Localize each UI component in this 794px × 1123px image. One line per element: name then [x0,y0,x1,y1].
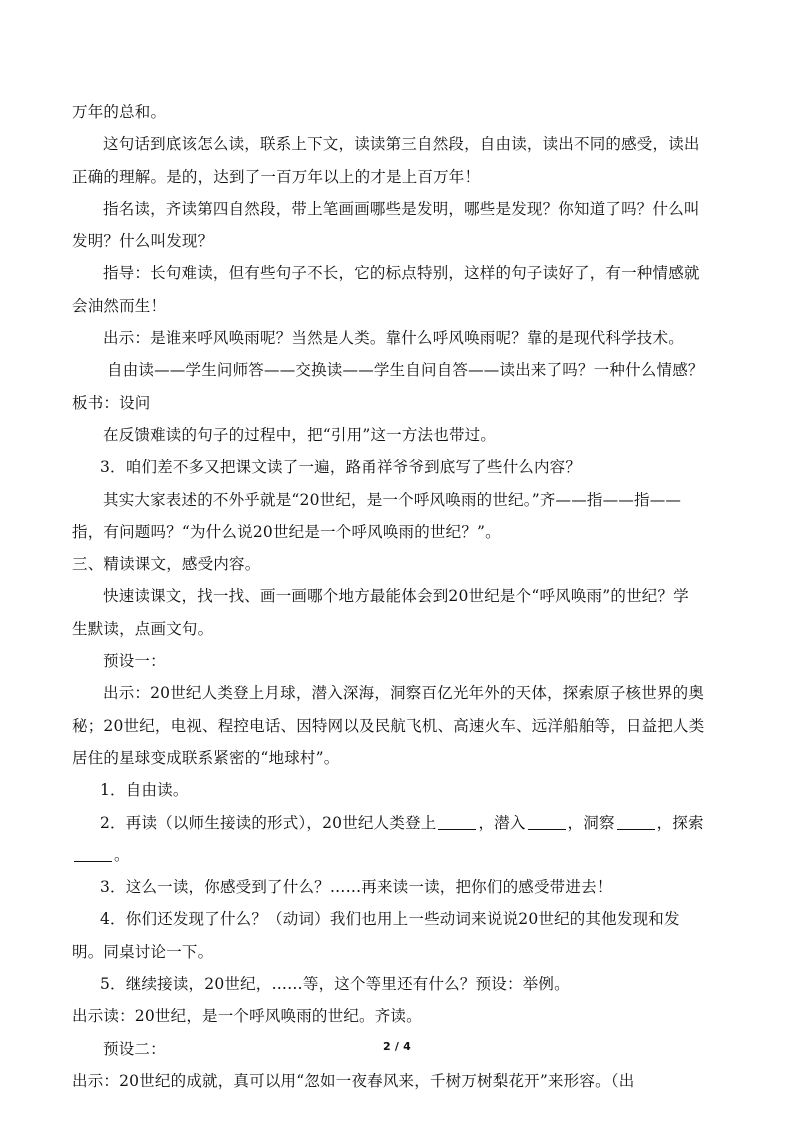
text-line: 万年的总和。 [72,103,167,121]
text-line: 在反馈难读的句子的过程中，把“引用”这一方法也带过。 [103,425,497,444]
text-line: 出示：是谁来呼风唤雨呢？当然是人类。靠什么呼风唤雨呢？靠的是现代科学技术。 [103,329,684,348]
text-line: 指导：长句难读，但有些句子不长，它的标点特别，这样的句子读好了，有一种情感就 [103,264,700,283]
text-line: 其实大家表述的不外乎就是“20世纪，是一个呼风唤雨的世纪。”齐——指——指—— [103,490,682,509]
fill-in-blank [438,813,476,830]
text-line: 板书：设问 [72,393,151,412]
text-line: 1．自由读。 [100,781,189,800]
text-line: 这句话到底该怎么读，联系上下文，读读第三自然段，自由读，读出不同的感受，读出 [103,135,700,154]
text-line-with-blanks [72,807,732,839]
text-line: 快速读课文，找一找、画一画哪个地方最能体会到20世纪是个“呼风唤雨”的世纪？学 [103,587,689,606]
text-line: 预设二： [103,1039,166,1058]
text-line: 自由读——学生问师答——交换读——学生自问自答——读出来了吗？一种什么情感？ [107,361,704,380]
text-segment: 。 [114,845,130,864]
text-segment: ，洞察 [567,813,615,832]
text-line: 3．这么一读，你感受到了什么？……再来读一读，把你们的感受带进去！ [100,878,613,897]
text-line: 出示：20世纪人类登上月球，潜入深海，洞察百亿光年外的天体，探索原子核世界的奥 [103,684,705,703]
text-line: 发明？什么叫发现？ [72,232,214,251]
text-line: 4．你们还发现了什么？（动词）我们也用上一些动词来说说20世纪的其他发现和发 [100,910,680,929]
text-line: 会油然而生！ [72,296,167,315]
text-line: 秘；20世纪，电视、程控电话、因特网以及民航飞机、高速火车、远洋船舶等，日益把人类 [72,716,705,735]
text-line: 出示读：20世纪，是一个呼风唤雨的世纪。齐读。 [72,1007,422,1026]
text-segment: ，探索 [656,813,704,832]
text-line: 居住的星球变成联系紧密的“地球村”。 [72,748,340,767]
text-line: 3．咱们差不多又把课文读了一遍，路甬祥爷爷到底写了些什么内容？ [100,458,582,477]
text-line-with-blanks [72,839,732,871]
text-line: 生默读，点画文句。 [72,619,214,638]
fill-in-blank [528,813,566,830]
page-number: 2 / 4 [383,1040,411,1053]
text-line: 5．继续接读，20世纪，……等，这个等里还有什么？预设：举例。 [100,975,570,994]
fill-in-blank [617,813,655,830]
text-line: 明。同桌讨论一下。 [72,942,214,961]
text-line: 正确的理解。是的，达到了一百万年以上的才是上百万年！ [72,167,481,186]
fill-in-blank [74,845,112,862]
text-segment: ，潜入 [478,813,526,832]
text-line: 指，有问题吗？“为什么说20世纪是一个呼风唤雨的世纪？”。 [72,522,501,541]
section-heading: 三、精读课文，感受内容。 [72,555,261,574]
text-segment: 2．再读（以师生接读的形式），20世纪人类登上 [100,813,437,832]
text-line: 指名读，齐读第四自然段，带上笔画画哪些是发明，哪些是发现？你知道了吗？什么叫 [103,199,700,218]
body-text [72,96,732,1097]
text-line: 预设一： [103,652,166,671]
text-line: 出示：20世纪的成就，真可以用“忽如一夜春风来，千树万树梨花开”来形容。（出 [72,1071,635,1090]
